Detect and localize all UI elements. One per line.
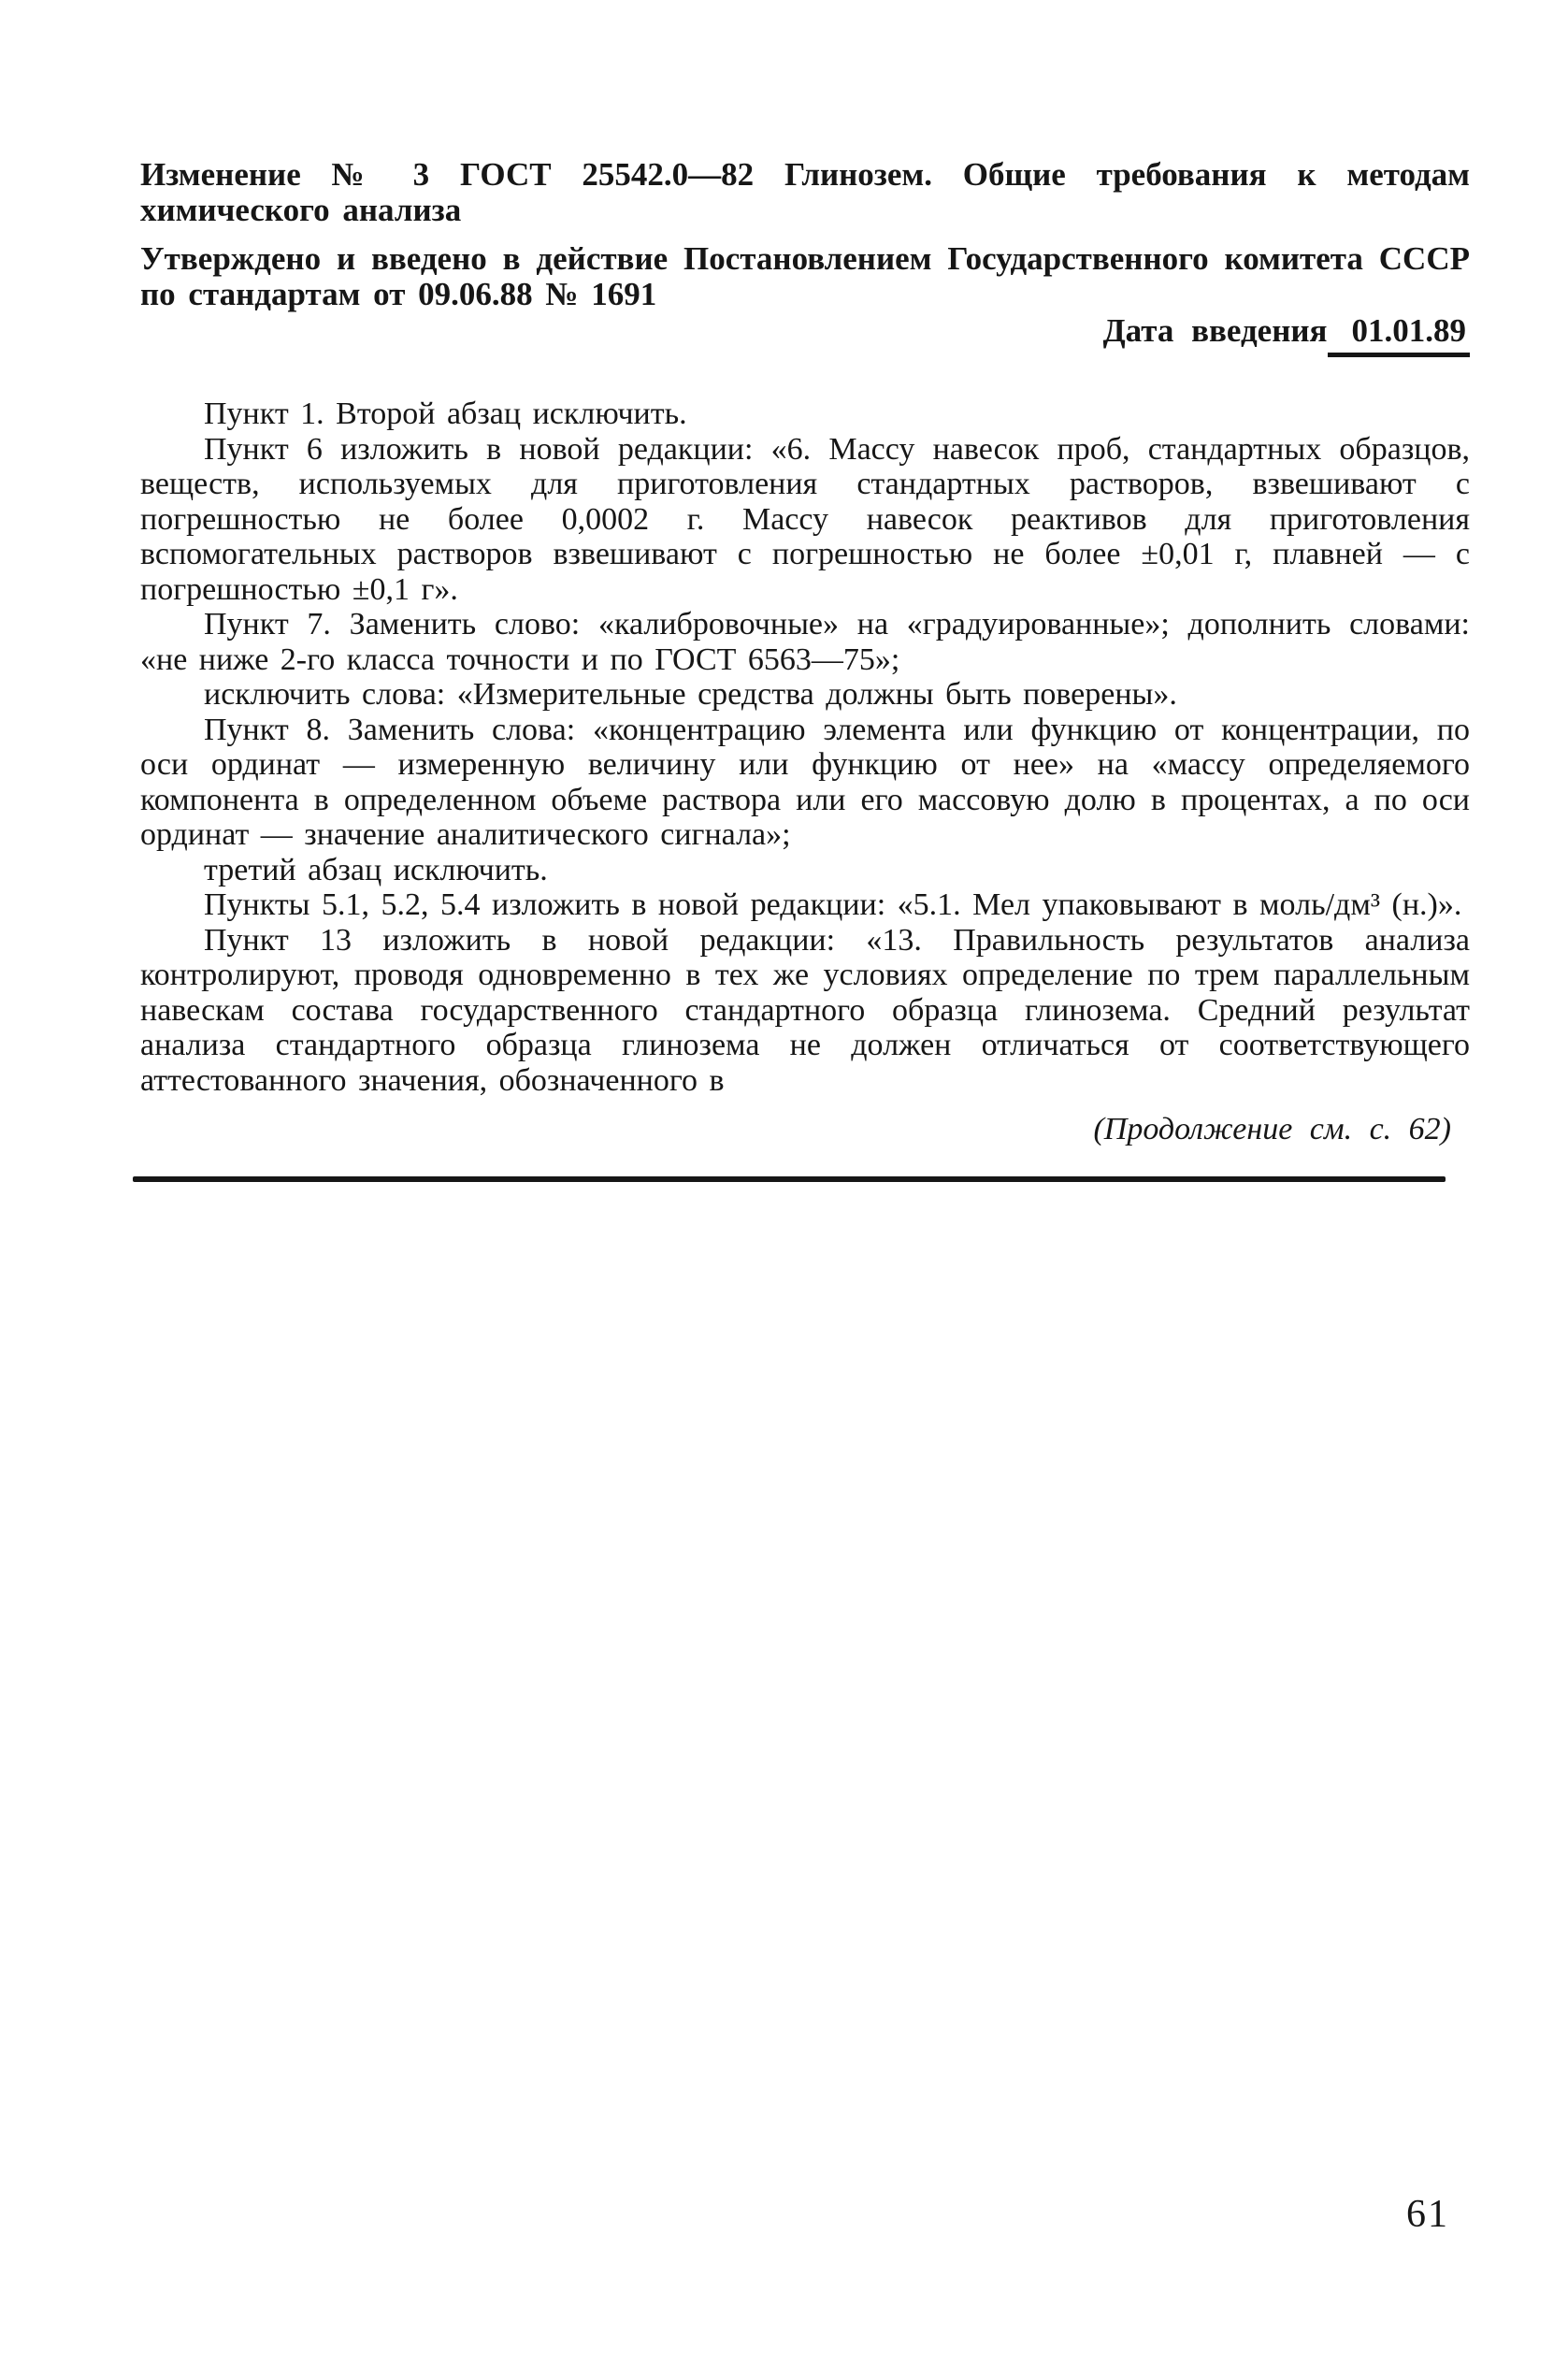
amendment-body	[140, 396, 1470, 1098]
effective-date-line	[140, 312, 1470, 357]
effective-date-label: Дата введения	[1102, 312, 1328, 349]
document-title: Изменение № 3 ГОСТ 25542.0—82 Глинозем. Общие требования к методам химического анализа	[140, 156, 1470, 228]
amendment-paragraph-3: Пункт 7. Заменить слово: «калибровочные» на «градуированные»; дополнить словами: «не ниже 2-го класса точности и по ГОСТ 6563—75»;	[140, 607, 1470, 677]
approval-statement: Утверждено и введено в действие Постановлением Государственного комитета СССР по стандартам от 09.06.88 № 1691	[140, 240, 1470, 312]
amendment-paragraph-7: Пункты 5.1, 5.2, 5.4 изложить в новой редакции: «5.1. Мел упаковывают в моль/дм³ (н.)».	[204, 887, 1462, 922]
amendment-paragraph-1: Пункт 1. Второй абзац исключить.	[204, 396, 687, 431]
document-content	[140, 157, 1470, 1182]
continuation-note: (Продолжение см. с. 62)	[1093, 1112, 1451, 1146]
amendment-paragraph-6: третий абзац исключить.	[204, 852, 548, 887]
effective-date-value: 01.01.89	[1328, 312, 1471, 357]
amendment-paragraph-5: Пункт 8. Заменить слова: «концентрацию элемента или функцию от концентрации, по оси ординат — измеренную величину или функцию от нее» на «массу определяемого компонента в определенном объеме раствора или его массовую долю в процентах, а по оси ординат — значение аналитического сигнала»;	[140, 712, 1470, 852]
amendment-paragraph-2: Пункт 6 изложить в новой редакции: «6. Массу навесок проб, стандартных образцов, веществ, используемых для приготовления стандартных растворов, взвешивают с погрешностью не более 0,0002 г. Массу навесок реактивов для приготовления вспомогательных растворов взвешивают с погрешностью не более ±0,01 г, плавней — с погрешностью ±0,1 г».	[140, 431, 1470, 607]
footer-rule	[133, 1176, 1446, 1182]
amendment-paragraph-4: исключить слова: «Измерительные средства должны быть поверены».	[204, 677, 1177, 712]
page-number: 61	[1406, 2193, 1449, 2236]
amendment-paragraph-8: Пункт 13 изложить в новой редакции: «13. Правильность результатов анализа контролируют, проводя одновременно в тех же условиях определение по трем параллельным навескам состава государственного стандартного образца глинозема. Средний результат анализа стандартного образца глинозема не должен отличаться от соответствующего аттестованного значения, обозначенного в	[140, 922, 1470, 1098]
